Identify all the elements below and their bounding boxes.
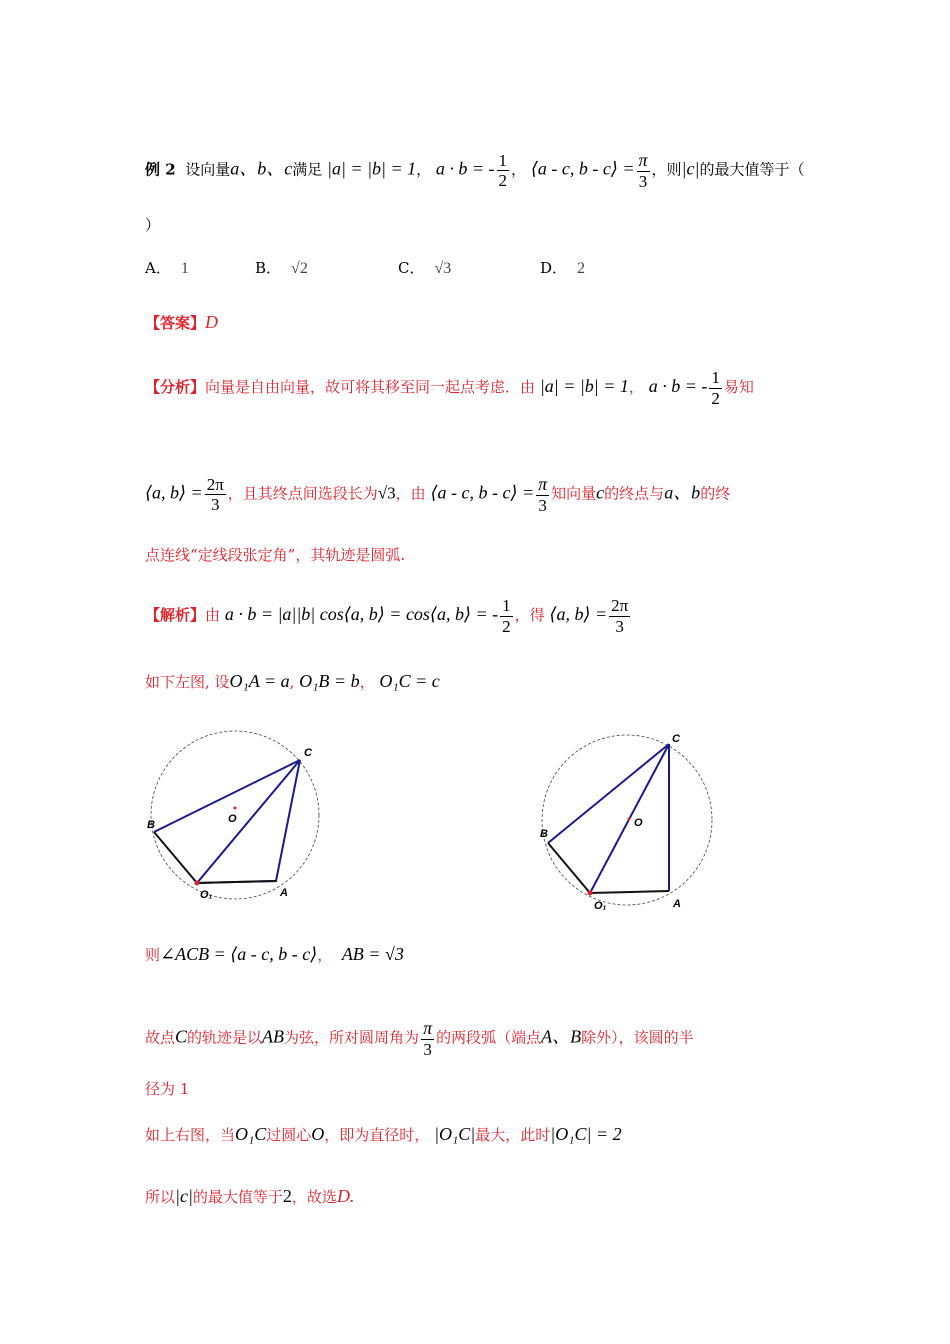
label-o: O <box>634 817 643 829</box>
label-a: A <box>280 887 288 899</box>
solution-line-7: 所以|c|的最大值等于2，故选D. <box>145 1186 355 1206</box>
dot-condition: a · b = - <box>435 158 495 179</box>
abs-condition: |a| = |b| = 1 <box>327 158 417 179</box>
solution-line-3: 则∠ACB = ⟨a - c, b - c⟩， AB = √3 <box>145 944 404 964</box>
solution-line-5: 径为 1 <box>145 1080 190 1098</box>
label-b: B <box>147 819 155 831</box>
answer-line: 【答案】D <box>145 312 219 332</box>
label-o: O <box>228 813 237 825</box>
question-line: 例 2 设向量a、b、c满足 |a| = |b| = 1， a · b = - $\frac{1}{2}$ ， ⟨a - c, b - c⟩ = $\frac{\pi}{3}$ ，则|c|的最大值等于（ <box>145 150 805 191</box>
analysis-line-3: 点连线“定线段张定角”，其轨迹是圆弧. <box>145 546 406 564</box>
option-a[interactable]: A． 1 <box>145 259 189 277</box>
angle-condition: ⟨a - c, b - c⟩ = <box>530 158 635 179</box>
solution-line-6: 如上右图，当O₁C过圆心O，即为直径时， |O₁C|最大，此时|O₁C| = 2 <box>145 1124 622 1144</box>
solution-line-2: 如下左图, 设O₁A = a, O₁B = b， O₁C = c <box>145 671 440 691</box>
label-o1: O₁ <box>594 900 607 912</box>
label-c: C <box>672 733 680 745</box>
label-a: A <box>673 898 681 910</box>
right-figure <box>530 725 730 915</box>
left-figure <box>140 730 340 905</box>
option-c[interactable]: C． √3 <box>398 259 452 277</box>
label-o1: O₁ <box>200 889 213 901</box>
label-c: C <box>304 747 312 759</box>
option-b[interactable]: B． √2 <box>255 259 308 277</box>
analysis-line-2: ⟨a, b⟩ = $\frac{2\pi}{3}$ ，且其终点间选段长为√3，由 ⟨a - c, b - c⟩ = $\frac{\pi}{3}$ 知向量c的终点与a、b的终 <box>145 474 731 515</box>
solution-line-1: 【解析】由 a · b = |a||b| cos⟨a, b⟩ = cos⟨a, b⟩ = - $\frac{1}{2}$ ，得 ⟨a, b⟩ = $\frac{2\pi}{3}$ <box>145 596 629 636</box>
solution-line-4: 故点C的轨迹是以AB为弦，所对圆周角为 $\frac{\pi}{3}$ 的两段弧（端点A、B除外），该圆的半 <box>145 1018 694 1059</box>
label-b: B <box>540 828 548 840</box>
analysis-line-1: 【分析】向量是自由向量，故可将其移至同一起点考虑．由 |a| = |b| = 1， a · b = - $\frac{1}{2}$ 易知 <box>145 368 754 408</box>
example-label: 例 2 <box>145 160 176 179</box>
option-d[interactable]: D． 2 <box>540 259 586 277</box>
